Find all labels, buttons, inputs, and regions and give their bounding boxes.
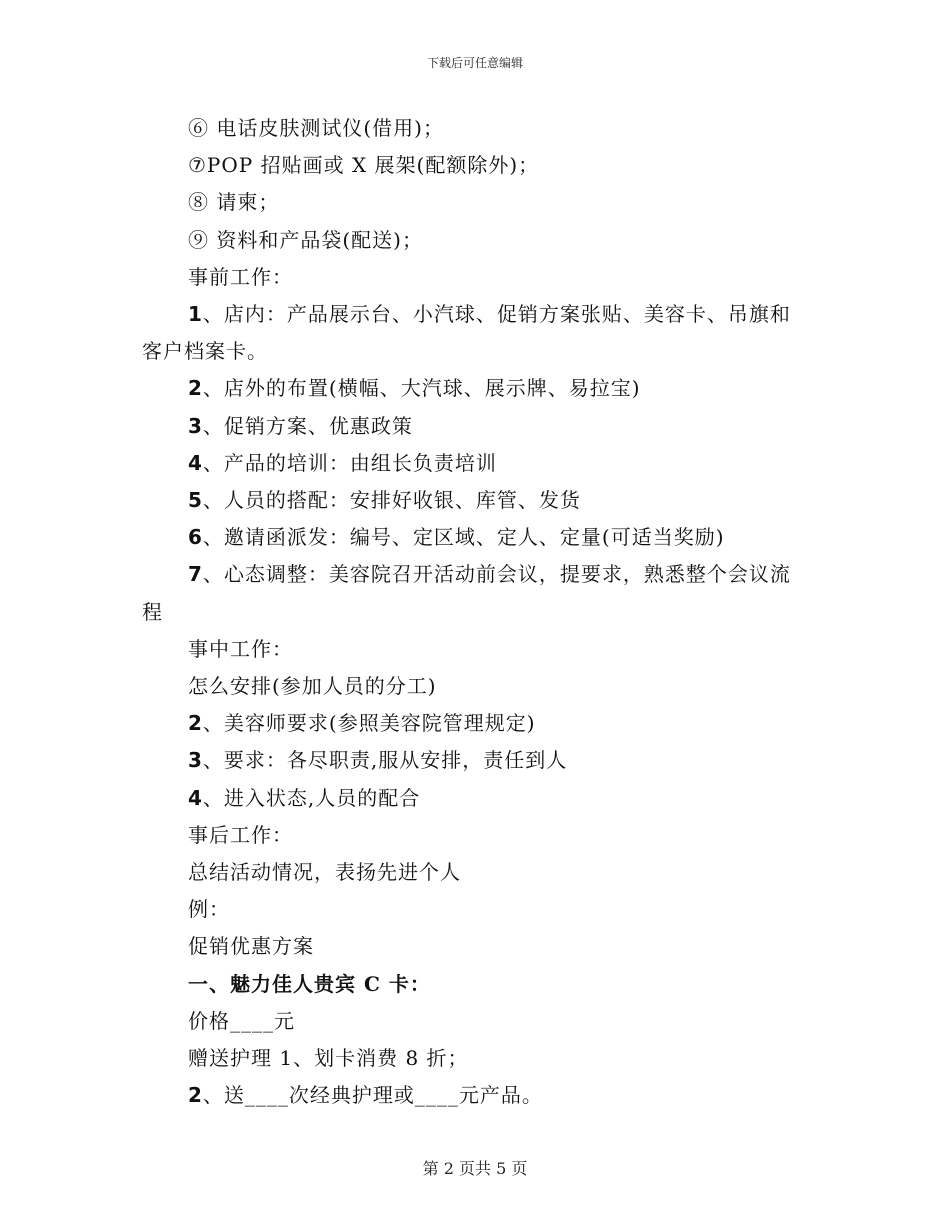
list-item [142,408,812,445]
section-heading: 事后工作： [188,822,293,847]
list-number: 2 [188,376,203,401]
paragraph: 促销优惠方案 [188,934,314,959]
list-item [142,705,812,742]
document-body [142,110,812,1114]
list-number: 5 [188,488,203,513]
list-number: 4 [188,785,203,810]
list-item-text: 、促销方案、优惠政策 [202,413,413,438]
list-item-text: 、店内：产品展示台、小汽球、促销方案张贴、美容卡、吊旗和 [202,302,791,327]
list-item [142,445,812,482]
list-item-text: 、送____次经典护理或____元产品。 [202,1083,543,1108]
list-number: 4 [188,450,203,475]
page-footer: 第 2 页共 5 页 [422,1159,528,1178]
list-number: 1 [188,302,203,327]
page-header: 下载后可任意编辑 [426,56,523,70]
paragraph-continuation: 程 [142,599,163,624]
paragraph: 例： [188,897,230,922]
paragraph: ⑨ 资料和产品袋(配送)； [188,227,423,252]
paragraph: 总结活动情况，表扬先进个人 [188,860,461,885]
list-item [142,780,812,817]
list-number: 2 [188,711,203,736]
list-item-text: 、邀请函派发：编号、定区域、定人、定量(可适当奖励) [202,525,725,550]
list-item [142,742,812,779]
section-heading: 事前工作： [188,264,293,289]
list-item [142,556,812,593]
list-item-text: 、产品的培训：由组长负责培训 [202,450,497,475]
list-item [142,370,812,407]
list-number: 3 [188,413,203,438]
paragraph-continuation: 客户档案卡。 [142,339,268,364]
list-item-text: 、要求：各尽职责,服从安排，责任到人 [202,748,568,773]
paragraph: ⑦POP 招贴画或 X 展架(配额除外)； [188,153,540,178]
list-item [142,296,812,333]
bold-heading: 一、魅力佳人贵宾 C 卡： [188,971,431,996]
paragraph: 赠送护理 1、划卡消费 8 折； [188,1046,469,1071]
list-item-text: 、进入状态,人员的配合 [202,785,421,810]
list-item-text: 、心态调整：美容院召开活动前会议，提要求，熟悉整个会议流 [202,562,791,587]
list-item [142,1077,812,1114]
paragraph: 怎么安排(参加人员的分工) [188,674,437,699]
list-item-text: 、人员的搭配：安排好收银、库管、发货 [202,488,581,513]
list-number: 2 [188,1083,203,1108]
list-number: 6 [188,525,203,550]
list-item [142,519,812,556]
list-number: 3 [188,748,203,773]
paragraph: 价格____元 [188,1008,295,1033]
section-heading: 事中工作： [188,636,293,661]
list-item-text: 、美容师要求(参照美容院管理规定) [202,711,536,736]
paragraph: ⑧ 请柬； [188,190,280,215]
list-item-text: 、店外的布置(横幅、大汽球、展示牌、易拉宝) [202,376,641,401]
paragraph: ⑥ 电话皮肤测试仪(借用)； [188,116,444,140]
list-number: 7 [188,562,203,587]
list-item [142,482,812,519]
